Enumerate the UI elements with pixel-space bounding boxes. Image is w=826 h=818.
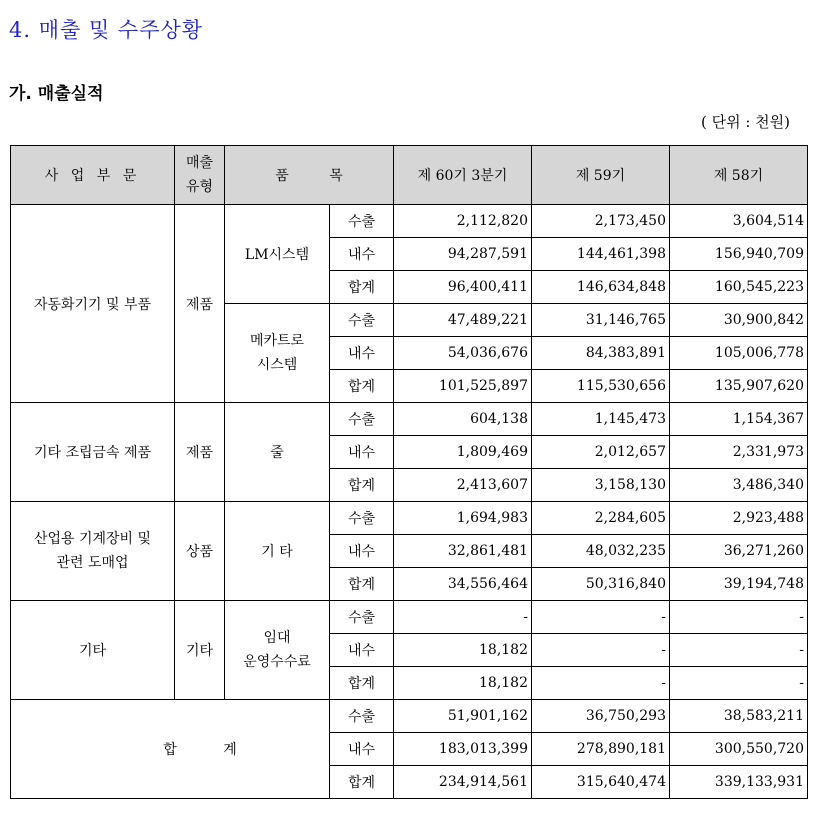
sales-table bbox=[10, 145, 808, 799]
product-cell: LM시스템 bbox=[225, 205, 330, 304]
value-cell: 315,640,474 bbox=[532, 766, 670, 799]
value-cell: 2,012,657 bbox=[532, 436, 670, 469]
kind-cell: 내수 bbox=[330, 436, 394, 469]
kind-cell: 합계 bbox=[330, 469, 394, 502]
sales-type-cell: 상품 bbox=[175, 502, 225, 601]
table-row bbox=[11, 205, 808, 238]
table-row bbox=[11, 502, 808, 535]
header-sales-type-line1: 매출 bbox=[185, 155, 214, 171]
kind-cell: 내수 bbox=[330, 733, 394, 766]
value-cell: - bbox=[532, 634, 670, 667]
value-cell: 183,013,399 bbox=[394, 733, 532, 766]
value-cell: 50,316,840 bbox=[532, 568, 670, 601]
unit-note: ( 단위 : 천원) bbox=[700, 113, 790, 131]
value-cell: 2,284,605 bbox=[532, 502, 670, 535]
segment-cell: 기타 조립금속 제품 bbox=[11, 403, 175, 502]
value-cell: 54,036,676 bbox=[394, 337, 532, 370]
sales-type-cell: 제품 bbox=[175, 205, 225, 403]
table-row bbox=[11, 700, 808, 733]
segment-cell: 기타 bbox=[11, 601, 175, 700]
kind-cell: 수출 bbox=[330, 700, 394, 733]
product-cell: 줄 bbox=[225, 403, 330, 502]
value-cell: - bbox=[670, 667, 808, 700]
value-cell: 300,550,720 bbox=[670, 733, 808, 766]
value-cell: 278,890,181 bbox=[532, 733, 670, 766]
value-cell: 48,032,235 bbox=[532, 535, 670, 568]
value-cell: 39,194,748 bbox=[670, 568, 808, 601]
kind-cell: 내수 bbox=[330, 634, 394, 667]
value-cell: 144,461,398 bbox=[532, 238, 670, 271]
kind-cell: 합계 bbox=[330, 271, 394, 304]
kind-cell: 수출 bbox=[330, 304, 394, 337]
value-cell: 3,158,130 bbox=[532, 469, 670, 502]
value-cell: 146,634,848 bbox=[532, 271, 670, 304]
subsection-heading: 가. 매출실적 bbox=[9, 84, 104, 104]
kind-cell: 수출 bbox=[330, 601, 394, 634]
value-cell: 36,750,293 bbox=[532, 700, 670, 733]
kind-cell: 합계 bbox=[330, 568, 394, 601]
value-cell: 156,940,709 bbox=[670, 238, 808, 271]
value-cell: 2,923,488 bbox=[670, 502, 808, 535]
value-cell: 1,145,473 bbox=[532, 403, 670, 436]
value-cell: 32,861,481 bbox=[394, 535, 532, 568]
value-cell: 1,809,469 bbox=[394, 436, 532, 469]
kind-cell: 합계 bbox=[330, 766, 394, 799]
table-row bbox=[11, 601, 808, 634]
value-cell: - bbox=[670, 601, 808, 634]
value-cell: 94,287,591 bbox=[394, 238, 532, 271]
product-line: 시스템 bbox=[256, 357, 298, 373]
value-cell: - bbox=[532, 601, 670, 634]
value-cell: - bbox=[532, 667, 670, 700]
kind-cell: 합계 bbox=[330, 370, 394, 403]
value-cell: 1,154,367 bbox=[670, 403, 808, 436]
value-cell: 2,331,973 bbox=[670, 436, 808, 469]
value-cell: 234,914,561 bbox=[394, 766, 532, 799]
header-period-58: 제 58기 bbox=[670, 146, 808, 205]
product-line: 메카트로 bbox=[249, 333, 305, 349]
segment-cell bbox=[11, 502, 175, 601]
sales-type-cell: 기타 bbox=[175, 601, 225, 700]
value-cell: 38,583,211 bbox=[670, 700, 808, 733]
kind-cell: 내수 bbox=[330, 337, 394, 370]
header-sales-type-line2: 유형 bbox=[185, 179, 214, 195]
value-cell: 30,900,842 bbox=[670, 304, 808, 337]
kind-cell: 수출 bbox=[330, 205, 394, 238]
product-line: 임대 bbox=[263, 630, 291, 646]
value-cell: 339,133,931 bbox=[670, 766, 808, 799]
grand-total-label: 합 계 bbox=[11, 700, 330, 799]
segment-line: 관련 도매업 bbox=[56, 555, 129, 571]
product-line: 운영수수료 bbox=[243, 654, 311, 670]
value-cell: 105,006,778 bbox=[670, 337, 808, 370]
header-period-60: 제 60기 3분기 bbox=[394, 146, 532, 205]
header-segment: 사 업 부 문 bbox=[11, 146, 175, 205]
header-product: 품 목 bbox=[225, 146, 394, 205]
value-cell: 2,413,607 bbox=[394, 469, 532, 502]
value-cell: - bbox=[394, 601, 532, 634]
product-cell bbox=[225, 601, 330, 700]
section-heading: 4. 매출 및 수주상황 bbox=[9, 18, 204, 42]
product-cell bbox=[225, 304, 330, 403]
value-cell: 604,138 bbox=[394, 403, 532, 436]
value-cell: 115,530,656 bbox=[532, 370, 670, 403]
value-cell: 31,146,765 bbox=[532, 304, 670, 337]
kind-cell: 내수 bbox=[330, 238, 394, 271]
kind-cell: 수출 bbox=[330, 502, 394, 535]
value-cell: 160,545,223 bbox=[670, 271, 808, 304]
value-cell: 3,486,340 bbox=[670, 469, 808, 502]
value-cell: 3,604,514 bbox=[670, 205, 808, 238]
value-cell: 34,556,464 bbox=[394, 568, 532, 601]
header-period-59: 제 59기 bbox=[532, 146, 670, 205]
value-cell: 18,182 bbox=[394, 634, 532, 667]
value-cell: 18,182 bbox=[394, 667, 532, 700]
value-cell: 135,907,620 bbox=[670, 370, 808, 403]
value-cell: 2,112,820 bbox=[394, 205, 532, 238]
value-cell: 1,694,983 bbox=[394, 502, 532, 535]
value-cell: 101,525,897 bbox=[394, 370, 532, 403]
table-row bbox=[11, 403, 808, 436]
segment-cell: 자동화기기 및 부품 bbox=[11, 205, 175, 403]
value-cell: 96,400,411 bbox=[394, 271, 532, 304]
kind-cell: 합계 bbox=[330, 667, 394, 700]
value-cell: 47,489,221 bbox=[394, 304, 532, 337]
value-cell: 2,173,450 bbox=[532, 205, 670, 238]
value-cell: - bbox=[670, 634, 808, 667]
table-header-row bbox=[11, 146, 808, 205]
value-cell: 51,901,162 bbox=[394, 700, 532, 733]
value-cell: 84,383,891 bbox=[532, 337, 670, 370]
sales-type-cell: 제품 bbox=[175, 403, 225, 502]
value-cell: 36,271,260 bbox=[670, 535, 808, 568]
kind-cell: 내수 bbox=[330, 535, 394, 568]
segment-line: 산업용 기계장비 및 bbox=[33, 531, 152, 547]
header-sales-type bbox=[175, 146, 225, 205]
kind-cell: 수출 bbox=[330, 403, 394, 436]
product-cell: 기 타 bbox=[225, 502, 330, 601]
